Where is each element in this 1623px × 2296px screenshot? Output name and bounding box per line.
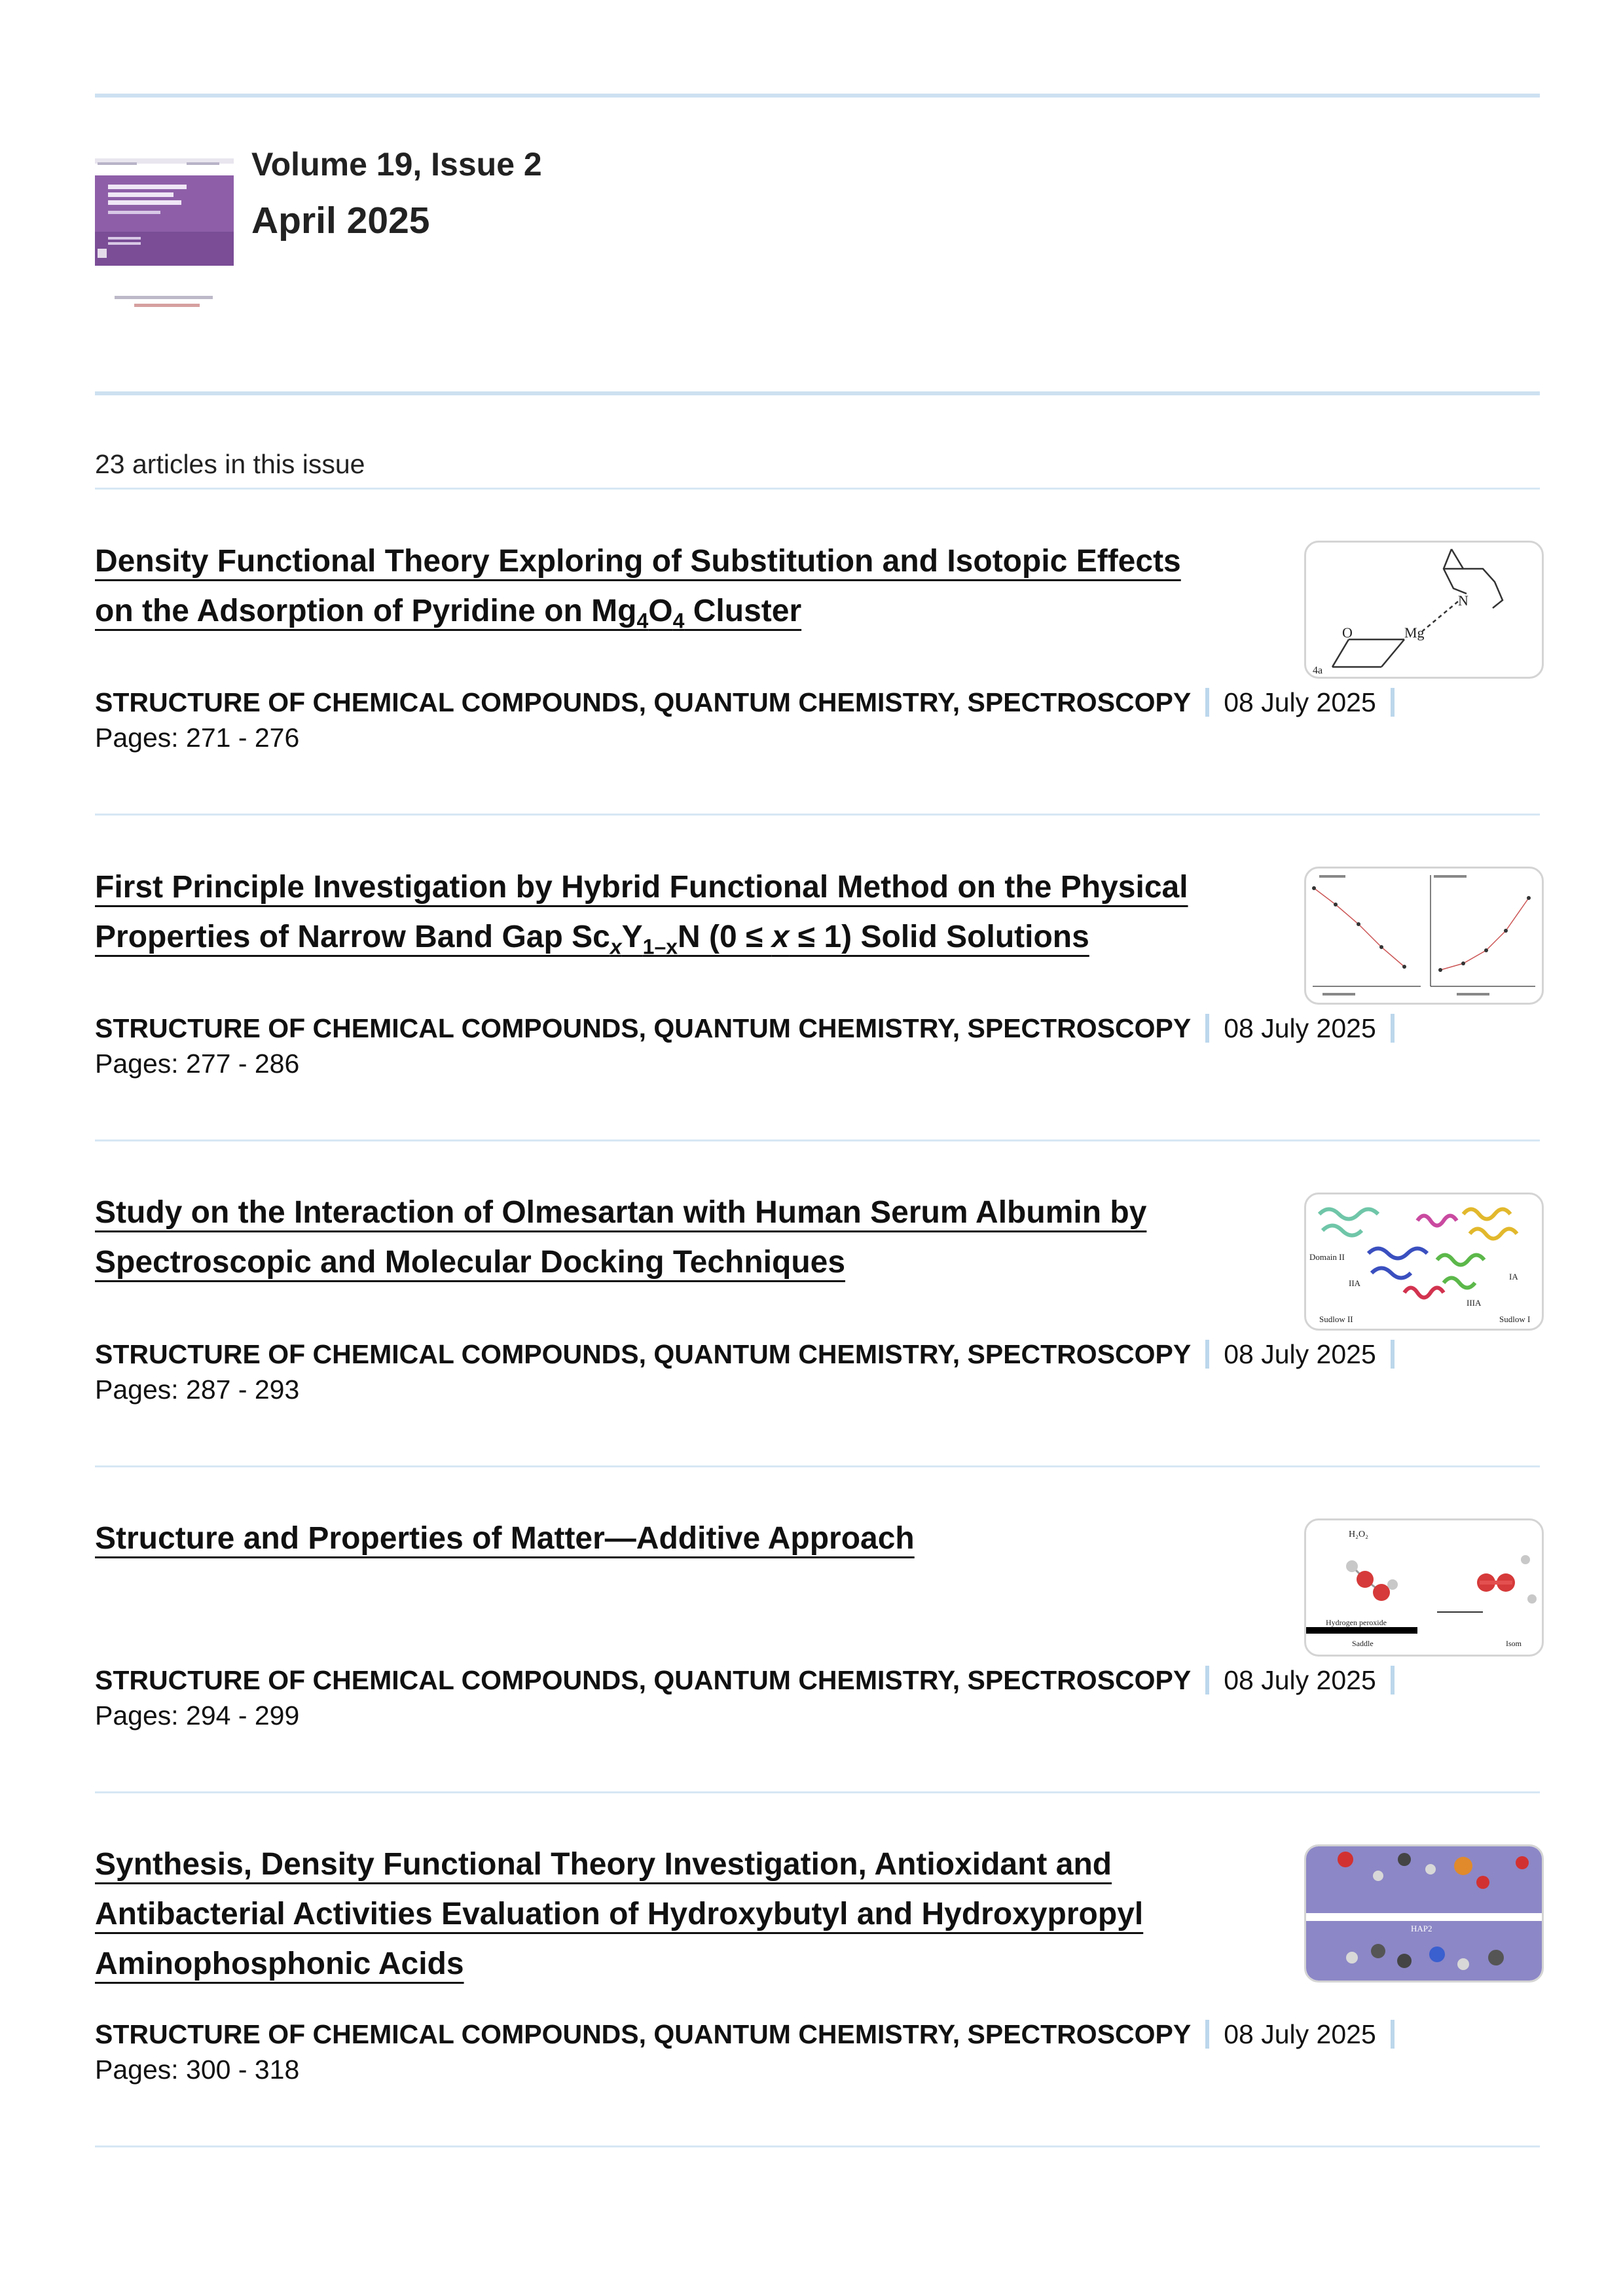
- article-section: STRUCTURE OF CHEMICAL COMPOUNDS, QUANTUM CHEMISTRY, SPECTROSCOPY: [95, 1665, 1192, 1695]
- article-date: 08 July 2025: [1224, 1665, 1376, 1695]
- article-divider: [95, 814, 1540, 816]
- article-date: 08 July 2025: [1224, 1339, 1376, 1369]
- article-meta: [95, 1339, 1409, 1370]
- meta-separator: [1391, 1666, 1395, 1695]
- molecule-balls-icon: [1306, 1846, 1542, 1981]
- issue-volume-label: Volume 19, Issue 2: [251, 146, 542, 183]
- svg-text:Isom: Isom: [1506, 1639, 1522, 1648]
- count-divider: [95, 488, 1540, 490]
- article-pages: Pages: 287 - 293: [95, 1374, 300, 1405]
- article-date: 08 July 2025: [1224, 2019, 1376, 2049]
- article-pages: Pages: 300 - 318: [95, 2054, 300, 2085]
- svg-text:N: N: [1458, 592, 1468, 609]
- article-pages: Pages: 277 - 286: [95, 1049, 300, 1079]
- svg-text:Mg: Mg: [1404, 624, 1425, 641]
- article-section: STRUCTURE OF CHEMICAL COMPOUNDS, QUANTUM CHEMISTRY, SPECTROSCOPY: [95, 2019, 1192, 2049]
- meta-separator: [1391, 688, 1395, 717]
- svg-text:Saddle: Saddle: [1352, 1639, 1374, 1648]
- meta-separator: [1391, 1014, 1395, 1043]
- article-divider: [95, 2145, 1540, 2147]
- pyridine-structure-icon: [1306, 543, 1542, 677]
- article-meta: [95, 687, 1409, 718]
- article-meta: [95, 1665, 1409, 1696]
- article-title-link[interactable]: Synthesis, Density Functional Theory Investigation, Antioxidant and Antibacterial Activities Evaluation of Hydroxybutyl and Hydroxypropyl Aminophosphonic Acids: [95, 1847, 1144, 1981]
- journal-cover-image[interactable]: [95, 158, 234, 325]
- article-divider: [95, 1139, 1540, 1141]
- meta-separator: [1205, 2020, 1209, 2049]
- article-title-link[interactable]: Study on the Interaction of Olmesartan with Human Serum Albumin by Spectroscopic and Molecular Docking Techniques: [95, 1195, 1147, 1280]
- hydrogen-peroxide-icon: [1306, 1520, 1542, 1655]
- article-count: 23 articles in this issue: [95, 449, 365, 479]
- svg-text:IA: IA: [1509, 1272, 1518, 1282]
- issue-date: April 2025: [251, 200, 430, 242]
- svg-text:H₂O₂: H₂O₂: [1349, 1530, 1368, 1539]
- top-divider: [95, 94, 1540, 98]
- meta-separator: [1205, 1014, 1209, 1043]
- article-title-link[interactable]: Density Functional Theory Exploring of Substitution and Isotopic Effects on the Adsorption of Pyridine on $Mg_4O_4$ Cluster: [95, 544, 1181, 633]
- meta-separator: [1205, 1666, 1209, 1695]
- article-thumbnail[interactable]: [1304, 867, 1544, 1005]
- svg-text:4a: 4a: [1313, 665, 1323, 676]
- svg-text:O: O: [1342, 624, 1353, 641]
- article-thumbnail[interactable]: [1304, 541, 1544, 679]
- article-thumbnail[interactable]: [1304, 1518, 1544, 1657]
- header-divider: [95, 391, 1540, 395]
- article-meta: [95, 2019, 1409, 2050]
- svg-text:HAP2: HAP2: [1411, 1924, 1432, 1933]
- svg-text:Hydrogen peroxide: Hydrogen peroxide: [1326, 1618, 1387, 1627]
- meta-separator: [1205, 1340, 1209, 1369]
- article-section: STRUCTURE OF CHEMICAL COMPOUNDS, QUANTUM CHEMISTRY, SPECTROSCOPY: [95, 1013, 1192, 1043]
- article-date: 08 July 2025: [1224, 687, 1376, 717]
- article-date: 08 July 2025: [1224, 1013, 1376, 1043]
- article-meta: [95, 1013, 1409, 1044]
- svg-text:IIIA: IIIA: [1467, 1298, 1482, 1308]
- article-section: STRUCTURE OF CHEMICAL COMPOUNDS, QUANTUM CHEMISTRY, SPECTROSCOPY: [95, 687, 1192, 717]
- article-thumbnail[interactable]: [1304, 1193, 1544, 1331]
- article-title-link[interactable]: Structure and Properties of Matter—Additive Approach: [95, 1521, 915, 1556]
- article-divider: [95, 1791, 1540, 1793]
- protein-ribbon-icon: [1306, 1194, 1542, 1329]
- article-thumbnail[interactable]: [1304, 1844, 1544, 1982]
- article-pages: Pages: 294 - 299: [95, 1700, 300, 1731]
- meta-separator: [1391, 1340, 1395, 1369]
- article-title-link[interactable]: First Principle Investigation by Hybrid Functional Method on the Physical Properties of Narrow Band Gap $Sc_xY_{1-x}N$ (0 ≤ x ≤ 1) Solid Solutions: [95, 870, 1188, 959]
- svg-text:Sudlow I: Sudlow I: [1499, 1314, 1531, 1324]
- svg-text:Sudlow II: Sudlow II: [1319, 1314, 1353, 1324]
- meta-separator: [1391, 2020, 1395, 2049]
- article-section: STRUCTURE OF CHEMICAL COMPOUNDS, QUANTUM CHEMISTRY, SPECTROSCOPY: [95, 1339, 1192, 1369]
- svg-text:Domain II: Domain II: [1309, 1252, 1345, 1262]
- article-pages: Pages: 271 - 276: [95, 723, 300, 753]
- article-divider: [95, 1465, 1540, 1467]
- svg-text:IIA: IIA: [1349, 1278, 1361, 1288]
- meta-separator: [1205, 688, 1209, 717]
- line-plots-icon: [1306, 869, 1542, 1003]
